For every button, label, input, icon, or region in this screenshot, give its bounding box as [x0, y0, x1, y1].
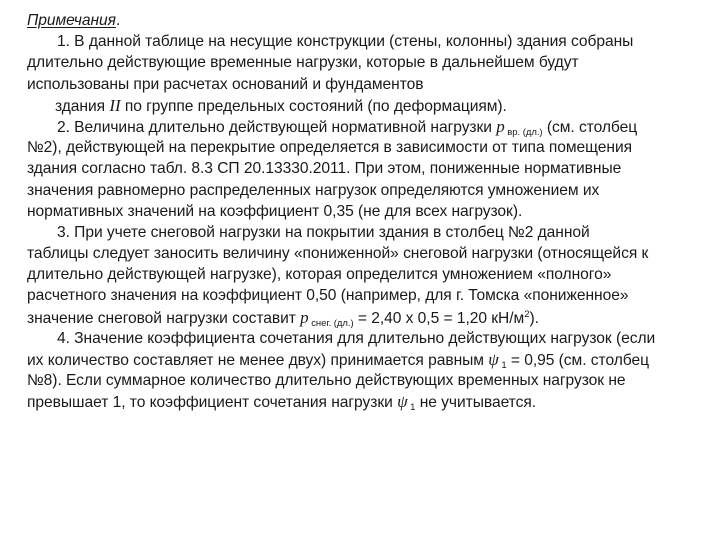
note-2-line-1-a: 2. Величина длительно действующей нормативной нагрузки [57, 118, 497, 136]
notes-title-line [27, 10, 700, 31]
note-4-line-4-a: превышает 1, то коэффициент сочетания нагрузки [27, 394, 398, 412]
note-1-line-2: длительно действующие временные нагрузки, которые в дальнейшем будут [27, 54, 579, 72]
note-4-line-2 [27, 349, 700, 370]
note-3-line-1: 3. При учете снеговой нагрузки на покрытии здания в столбец №2 данной [57, 223, 590, 241]
note-3-line-2: таблицы следует заносить величину «пониженной» снеговой нагрузки (относящейся к [27, 245, 649, 263]
note-4-line-4-b: не учитывается. [415, 394, 537, 412]
note-4-line-3: №8). Если суммарное количество длительно действующих временных нагрузок не [27, 372, 626, 390]
note-2-line-4: значения равномерно распределенных нагрузок определяются умножением их [27, 181, 600, 199]
note-2-symbol-subscript: вр. (дл.) [504, 126, 543, 138]
note-3-line-3: длительно действующей нагрузке), которая определится умножением «полного» [27, 266, 612, 284]
notes-title-suffix: . [115, 12, 121, 29]
note-2-line-5: нормативных значений на коэффициент 0,35 (не для всех нагрузок). [27, 202, 523, 220]
note-4-symbol-psi-2: ψ [397, 392, 408, 412]
note-3-line-5-c: ). [529, 309, 539, 327]
note-4-symbol-psi: ψ [488, 350, 499, 369]
note-2-line-1-b: (см. столбец [542, 118, 638, 136]
note-2-line-2: №2), действующей на перекрытие определяется в зависимости от типа помещения [27, 139, 633, 157]
note-4-line-2-a: их количество составляет не менее двух) принимается равным [27, 352, 489, 369]
note-4-psi-subscript-2: 1 [407, 402, 416, 414]
note-1-line-3: использованы при расчетах оснований и фундаментов [27, 75, 424, 93]
note-2-line-3: здания согласно табл. 8.3 СП 20.13330.2011. При этом, пониженные нормативные [27, 160, 622, 178]
note-3-symbol-subscript: снег. (дл.) [308, 317, 354, 329]
notes-title: Примечания [27, 12, 116, 29]
note-1-line-4-a: здания [55, 97, 110, 115]
note-4-line-1: 4. Значение коэффициента сочетания для длительно действующих нагрузок (если [57, 329, 656, 347]
note-1-line-4 [27, 95, 700, 116]
note-3-line-5-a: значение снеговой нагрузки составит [27, 309, 301, 327]
note-4-line-4 [27, 391, 700, 412]
note-3-line-5-b: = 2,40 х 0,5 = 1,20 кН/м [353, 309, 525, 327]
note-3-line-4: расчетного значения на коэффициент 0,50 (например, для г. Томска «пониженное» [27, 287, 629, 305]
note-2-symbol-p: p [496, 116, 505, 136]
note-2-line-1 [27, 116, 700, 137]
note-3-line-5 [27, 307, 700, 328]
note-3-unit-superscript: 2 [524, 308, 530, 320]
note-1-line-1: 1. В данной таблице на несущие конструкции (стены, колонны) здания собраны [57, 33, 634, 51]
note-3-symbol-p: p [300, 307, 309, 327]
note-4-line-2-b: = 0,95 (см. столбец [506, 352, 649, 369]
note-4-psi-subscript: 1 [498, 360, 507, 371]
note-1-line-4-b: по группе предельных состояний (по деформациям). [120, 97, 507, 115]
notes-text [27, 10, 700, 413]
note-1-roman-numeral: II [109, 95, 121, 115]
